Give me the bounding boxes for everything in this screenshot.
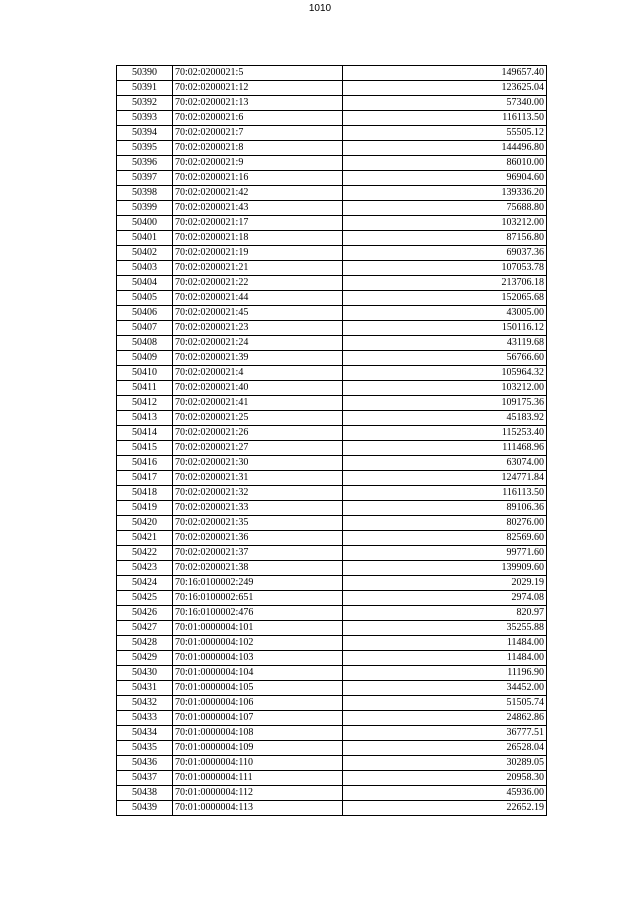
cadastral-number: 70:02:0200021:42 [173, 186, 343, 201]
cadastral-value: 139909.60 [343, 561, 547, 576]
table-row [117, 441, 547, 456]
table-row [117, 531, 547, 546]
cadastral-value: 103212.00 [343, 216, 547, 231]
row-number: 50402 [117, 246, 173, 261]
cadastral-value: 57340.00 [343, 96, 547, 111]
cadastral-value: 11484.00 [343, 636, 547, 651]
cadastral-number: 70:01:0000004:112 [173, 786, 343, 801]
row-number: 50424 [117, 576, 173, 591]
cadastral-value: 152065.68 [343, 291, 547, 306]
row-number: 50408 [117, 336, 173, 351]
row-number: 50427 [117, 621, 173, 636]
cadastral-number: 70:01:0000004:109 [173, 741, 343, 756]
cadastral-value: 80276.00 [343, 516, 547, 531]
cadastral-number: 70:02:0200021:9 [173, 156, 343, 171]
cadastral-number: 70:02:0200021:12 [173, 81, 343, 96]
row-number: 50437 [117, 771, 173, 786]
row-number: 50432 [117, 696, 173, 711]
table-row [117, 756, 547, 771]
table-row [117, 96, 547, 111]
table-row [117, 771, 547, 786]
cadastral-number: 70:01:0000004:110 [173, 756, 343, 771]
cadastral-number: 70:02:0200021:35 [173, 516, 343, 531]
row-number: 50420 [117, 516, 173, 531]
cadastral-value: 26528.04 [343, 741, 547, 756]
cadastral-number: 70:02:0200021:39 [173, 351, 343, 366]
table-row [117, 186, 547, 201]
row-number: 50403 [117, 261, 173, 276]
table-row [117, 66, 547, 81]
cadastral-number: 70:02:0200021:22 [173, 276, 343, 291]
row-number: 50401 [117, 231, 173, 246]
cadastral-value: 150116.12 [343, 321, 547, 336]
cadastral-value: 2974.08 [343, 591, 547, 606]
cadastral-value: 75688.80 [343, 201, 547, 216]
row-number: 50410 [117, 366, 173, 381]
row-number: 50422 [117, 546, 173, 561]
cadastral-value: 36777.51 [343, 726, 547, 741]
table-row [117, 171, 547, 186]
cadastral-number: 70:02:0200021:31 [173, 471, 343, 486]
cadastral-value: 123625.04 [343, 81, 547, 96]
cadastral-number: 70:01:0000004:108 [173, 726, 343, 741]
cadastral-number: 70:02:0200021:44 [173, 291, 343, 306]
cadastral-number: 70:02:0200021:26 [173, 426, 343, 441]
row-number: 50429 [117, 651, 173, 666]
cadastral-value: 51505.74 [343, 696, 547, 711]
cadastral-number: 70:02:0200021:33 [173, 501, 343, 516]
cadastral-number: 70:02:0200021:30 [173, 456, 343, 471]
table-row [117, 291, 547, 306]
cadastral-table [116, 65, 547, 816]
cadastral-value: 144496.80 [343, 141, 547, 156]
cadastral-number: 70:02:0200021:23 [173, 321, 343, 336]
row-number: 50406 [117, 306, 173, 321]
cadastral-number: 70:02:0200021:13 [173, 96, 343, 111]
cadastral-number: 70:01:0000004:102 [173, 636, 343, 651]
table-row [117, 801, 547, 816]
cadastral-number: 70:01:0000004:113 [173, 801, 343, 816]
cadastral-value: 22652.19 [343, 801, 547, 816]
row-number: 50414 [117, 426, 173, 441]
cadastral-value: 116113.50 [343, 486, 547, 501]
row-number: 50430 [117, 666, 173, 681]
row-number: 50413 [117, 411, 173, 426]
table-row [117, 111, 547, 126]
cadastral-value: 213706.18 [343, 276, 547, 291]
cadastral-value: 45936.00 [343, 786, 547, 801]
cadastral-value: 63074.00 [343, 456, 547, 471]
cadastral-value: 820.97 [343, 606, 547, 621]
row-number: 50419 [117, 501, 173, 516]
cadastral-value: 107053.78 [343, 261, 547, 276]
row-number: 50405 [117, 291, 173, 306]
row-number: 50394 [117, 126, 173, 141]
table-row [117, 591, 547, 606]
cadastral-number: 70:02:0200021:38 [173, 561, 343, 576]
cadastral-number: 70:02:0200021:45 [173, 306, 343, 321]
cadastral-number: 70:02:0200021:5 [173, 66, 343, 81]
cadastral-value: 89106.36 [343, 501, 547, 516]
row-number: 50435 [117, 741, 173, 756]
row-number: 50439 [117, 801, 173, 816]
row-number: 50425 [117, 591, 173, 606]
row-number: 50433 [117, 711, 173, 726]
table-row [117, 306, 547, 321]
row-number: 50436 [117, 756, 173, 771]
table-row [117, 246, 547, 261]
table-row [117, 276, 547, 291]
table-row [117, 576, 547, 591]
cadastral-number: 70:02:0200021:6 [173, 111, 343, 126]
table-row [117, 381, 547, 396]
table-row [117, 126, 547, 141]
row-number: 50392 [117, 96, 173, 111]
cadastral-number: 70:02:0200021:27 [173, 441, 343, 456]
cadastral-value: 34452.00 [343, 681, 547, 696]
cadastral-number: 70:01:0000004:103 [173, 651, 343, 666]
row-number: 50418 [117, 486, 173, 501]
cadastral-number: 70:02:0200021:4 [173, 366, 343, 381]
table-row [117, 456, 547, 471]
row-number: 50438 [117, 786, 173, 801]
cadastral-number: 70:02:0200021:37 [173, 546, 343, 561]
row-number: 50407 [117, 321, 173, 336]
table-body [117, 66, 547, 816]
cadastral-value: 105964.32 [343, 366, 547, 381]
cadastral-value: 139336.20 [343, 186, 547, 201]
cadastral-value: 116113.50 [343, 111, 547, 126]
cadastral-value: 109175.36 [343, 396, 547, 411]
row-number: 50428 [117, 636, 173, 651]
cadastral-number: 70:02:0200021:25 [173, 411, 343, 426]
cadastral-number: 70:16:0100002:651 [173, 591, 343, 606]
table-row [117, 741, 547, 756]
row-number: 50412 [117, 396, 173, 411]
cadastral-value: 45183.92 [343, 411, 547, 426]
row-number: 50395 [117, 141, 173, 156]
cadastral-value: 24862.86 [343, 711, 547, 726]
cadastral-value: 103212.00 [343, 381, 547, 396]
table-row [117, 426, 547, 441]
row-number: 50409 [117, 351, 173, 366]
cadastral-number: 70:02:0200021:7 [173, 126, 343, 141]
table-row [117, 516, 547, 531]
row-number: 50397 [117, 171, 173, 186]
table-row [117, 81, 547, 96]
row-number: 50411 [117, 381, 173, 396]
table-row [117, 141, 547, 156]
cadastral-number: 70:02:0200021:32 [173, 486, 343, 501]
table-row [117, 156, 547, 171]
cadastral-value: 69037.36 [343, 246, 547, 261]
row-number: 50396 [117, 156, 173, 171]
page-number: 1010 [308, 3, 332, 14]
row-number: 50404 [117, 276, 173, 291]
table-row [117, 651, 547, 666]
row-number: 50415 [117, 441, 173, 456]
row-number: 50391 [117, 81, 173, 96]
table-row [117, 636, 547, 651]
cadastral-value: 2029.19 [343, 576, 547, 591]
table-row [117, 411, 547, 426]
cadastral-value: 124771.84 [343, 471, 547, 486]
table-row [117, 621, 547, 636]
cadastral-number: 70:02:0200021:19 [173, 246, 343, 261]
row-number: 50398 [117, 186, 173, 201]
table-row [117, 486, 547, 501]
table-row [117, 666, 547, 681]
table-row [117, 261, 547, 276]
cadastral-number: 70:01:0000004:104 [173, 666, 343, 681]
row-number: 50390 [117, 66, 173, 81]
cadastral-number: 70:02:0200021:24 [173, 336, 343, 351]
cadastral-number: 70:01:0000004:106 [173, 696, 343, 711]
cadastral-number: 70:16:0100002:476 [173, 606, 343, 621]
cadastral-value: 30289.05 [343, 756, 547, 771]
cadastral-number: 70:02:0200021:21 [173, 261, 343, 276]
cadastral-number: 70:02:0200021:17 [173, 216, 343, 231]
cadastral-value: 82569.60 [343, 531, 547, 546]
cadastral-value: 96904.60 [343, 171, 547, 186]
cadastral-value: 115253.40 [343, 426, 547, 441]
cadastral-number: 70:02:0200021:40 [173, 381, 343, 396]
table-row [117, 786, 547, 801]
cadastral-value: 149657.40 [343, 66, 547, 81]
row-number: 50421 [117, 531, 173, 546]
table-row [117, 471, 547, 486]
table-row [117, 726, 547, 741]
row-number: 50431 [117, 681, 173, 696]
table-row [117, 216, 547, 231]
cadastral-number: 70:02:0200021:18 [173, 231, 343, 246]
cadastral-value: 11196.90 [343, 666, 547, 681]
table-row [117, 201, 547, 216]
table-row [117, 711, 547, 726]
cadastral-value: 111468.96 [343, 441, 547, 456]
table-row [117, 396, 547, 411]
row-number: 50393 [117, 111, 173, 126]
table-row [117, 561, 547, 576]
row-number: 50434 [117, 726, 173, 741]
cadastral-value: 87156.80 [343, 231, 547, 246]
cadastral-number: 70:02:0200021:41 [173, 396, 343, 411]
cadastral-value: 55505.12 [343, 126, 547, 141]
cadastral-value: 35255.88 [343, 621, 547, 636]
row-number: 50423 [117, 561, 173, 576]
row-number: 50426 [117, 606, 173, 621]
row-number: 50399 [117, 201, 173, 216]
cadastral-value: 99771.60 [343, 546, 547, 561]
cadastral-number: 70:02:0200021:16 [173, 171, 343, 186]
cadastral-number: 70:01:0000004:107 [173, 711, 343, 726]
table-row [117, 501, 547, 516]
table-row [117, 546, 547, 561]
cadastral-number: 70:01:0000004:101 [173, 621, 343, 636]
cadastral-number: 70:01:0000004:111 [173, 771, 343, 786]
table-row [117, 351, 547, 366]
cadastral-number: 70:02:0200021:8 [173, 141, 343, 156]
cadastral-value: 43119.68 [343, 336, 547, 351]
table-row [117, 696, 547, 711]
table-row [117, 366, 547, 381]
row-number: 50400 [117, 216, 173, 231]
cadastral-value: 20958.30 [343, 771, 547, 786]
table-row [117, 336, 547, 351]
cadastral-value: 56766.60 [343, 351, 547, 366]
table-row [117, 321, 547, 336]
cadastral-value: 86010.00 [343, 156, 547, 171]
row-number: 50416 [117, 456, 173, 471]
cadastral-number: 70:16:0100002:249 [173, 576, 343, 591]
table-row [117, 231, 547, 246]
cadastral-value: 11484.00 [343, 651, 547, 666]
cadastral-value: 43005.00 [343, 306, 547, 321]
table-row [117, 681, 547, 696]
row-number: 50417 [117, 471, 173, 486]
cadastral-number: 70:02:0200021:43 [173, 201, 343, 216]
table-row [117, 606, 547, 621]
cadastral-number: 70:02:0200021:36 [173, 531, 343, 546]
cadastral-number: 70:01:0000004:105 [173, 681, 343, 696]
